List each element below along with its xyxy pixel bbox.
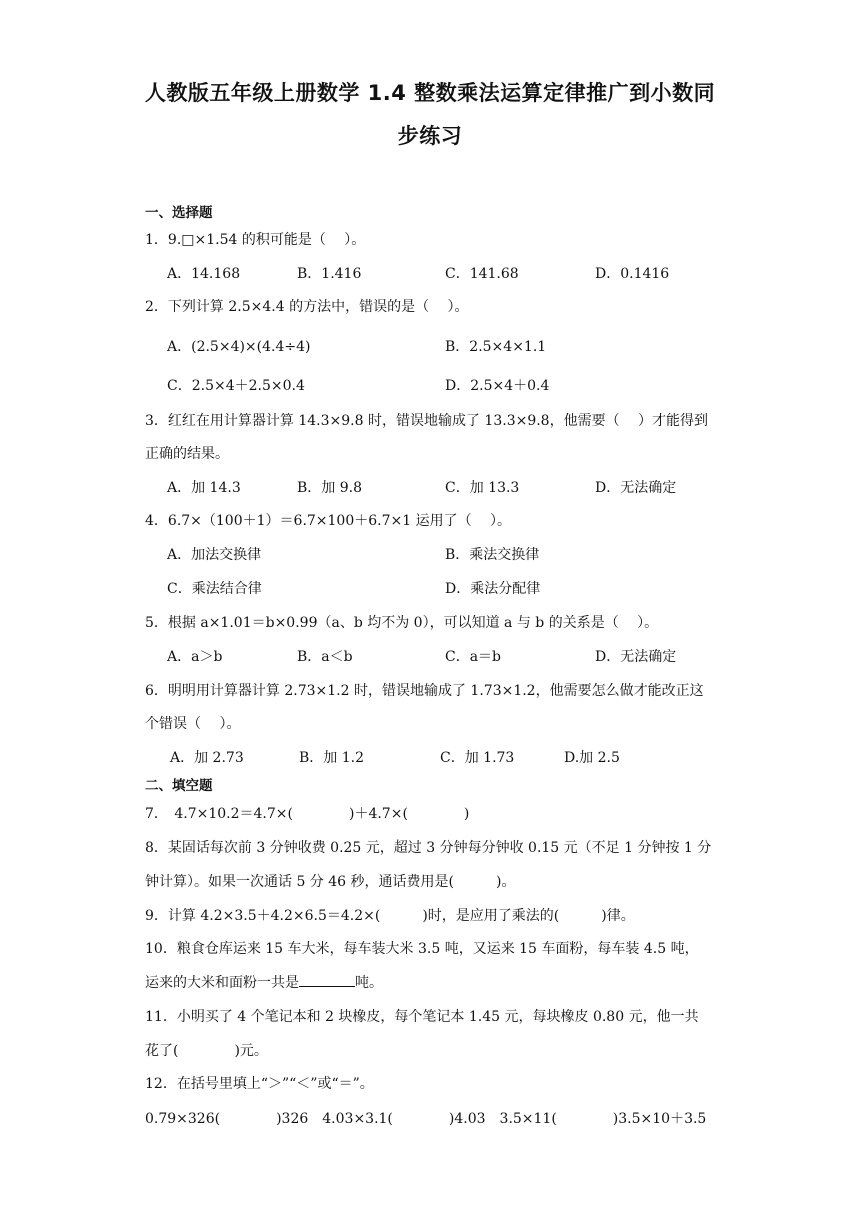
- question-10-line2-post: 吨。: [355, 975, 383, 991]
- q6-option-c: C．加 1.73: [440, 750, 515, 766]
- q5-option-a: A．a＞b: [167, 649, 223, 665]
- q4-option-b: B．乘法交换律: [445, 547, 540, 563]
- question-3-line2: 正确的结果。: [145, 446, 229, 462]
- q1-option-d: D．0.1416: [595, 266, 670, 282]
- question-1: 1．9.□×1.54 的积可能是（ ）。: [145, 232, 366, 248]
- q3-option-d: D．无法确定: [595, 480, 677, 496]
- question-11-line2: 花了( )元。: [145, 1043, 268, 1059]
- question-2: 2．下列计算 2.5×4.4 的方法中，错误的是（ ）。: [145, 299, 469, 315]
- q4-option-a: A．加法交换律: [167, 547, 262, 563]
- section-heading-choice: 一、选择题: [145, 205, 213, 221]
- q6-option-b: B．加 1.2: [299, 750, 365, 766]
- page-title-line2: 步练习: [397, 124, 463, 148]
- question-12-items: 0.79×326( )326 4.03×3.1( )4.03 3.5×11( )3.5×10＋3.5: [145, 1111, 707, 1127]
- q3-option-b: B．加 9.8: [297, 480, 363, 496]
- question-7: 7． 4.7×10.2＝4.7×( )＋4.7×( ): [145, 806, 470, 822]
- q3-option-c: C．加 13.3: [445, 480, 520, 496]
- question-11-line1: 11．小明买了 4 个笔记本和 2 块橡皮，每个笔记本 1.45 元，每块橡皮 0.80 元，他一共: [145, 1009, 699, 1025]
- question-10-line1: 10．粮食仓库运来 15 车大米，每车装大米 3.5 吨，又运来 15 车面粉，每车装 4.5 吨，: [145, 941, 699, 957]
- q2-option-c: C．2.5×4＋2.5×0.4: [167, 378, 305, 394]
- q1-option-c: C．141.68: [445, 266, 519, 282]
- q5-option-c: C．a＝b: [445, 649, 502, 665]
- answer-blank[interactable]: [299, 972, 355, 987]
- question-4: 4．6.7×（100＋1）＝6.7×100＋6.7×1 运用了（ ）。: [145, 513, 512, 529]
- question-6-line1: 6．明明用计算器计算 2.73×1.2 时，错误地输成了 1.73×1.2，他需要怎么做才能改正这: [145, 683, 704, 699]
- q1-option-b: B．1.416: [297, 266, 362, 282]
- q4-option-c: C．乘法结合律: [167, 581, 262, 597]
- question-10-line2: [145, 972, 383, 993]
- q4-option-d: D．乘法分配律: [445, 581, 541, 597]
- q1-option-a: A．14.168: [167, 266, 241, 282]
- question-9: 9．计算 4.2×3.5＋4.2×6.5＝4.2×( )时，是应用了乘法的( )律。: [145, 908, 635, 924]
- question-10-line2-pre: 运来的大米和面粉一共是: [145, 975, 299, 991]
- q5-option-b: B．a＜b: [297, 649, 353, 665]
- question-5: 5．根据 a×1.01＝b×0.99（a、b 均不为 0），可以知道 a 与 b 的关系是（ ）。: [145, 615, 659, 631]
- q2-option-d: D．2.5×4＋0.4: [445, 378, 550, 394]
- question-8-line1: 8．某固话每次前 3 分钟收费 0.25 元，超过 3 分钟每分钟收 0.15 元（不足 1 分钟按 1 分: [145, 840, 712, 856]
- q2-option-b: B．2.5×4×1.1: [445, 339, 547, 355]
- question-6-line2: 个错误（ ）。: [145, 716, 241, 732]
- q5-option-d: D．无法确定: [595, 649, 677, 665]
- question-8-line2: 钟计算）。如果一次通话 5 分 46 秒，通话费用是( )。: [145, 874, 516, 890]
- q6-option-d: D.加 2.5: [564, 750, 620, 766]
- q2-option-a: A．(2.5×4)×(4.4÷4): [167, 339, 311, 355]
- q3-option-a: A．加 14.3: [167, 480, 241, 496]
- page-title-line1: 人教版五年级上册数学 1.4 整数乘法运算定律推广到小数同: [144, 81, 716, 105]
- section-heading-fill: 二、填空题: [145, 778, 213, 794]
- question-3-line1: 3．红红在用计算器计算 14.3×9.8 时，错误地输成了 13.3×9.8，他需要（ ）才能得到: [145, 413, 709, 429]
- question-12: 12．在括号里填上“＞”“＜”或“＝”。: [145, 1076, 374, 1092]
- q6-option-a: A．加 2.73: [170, 750, 244, 766]
